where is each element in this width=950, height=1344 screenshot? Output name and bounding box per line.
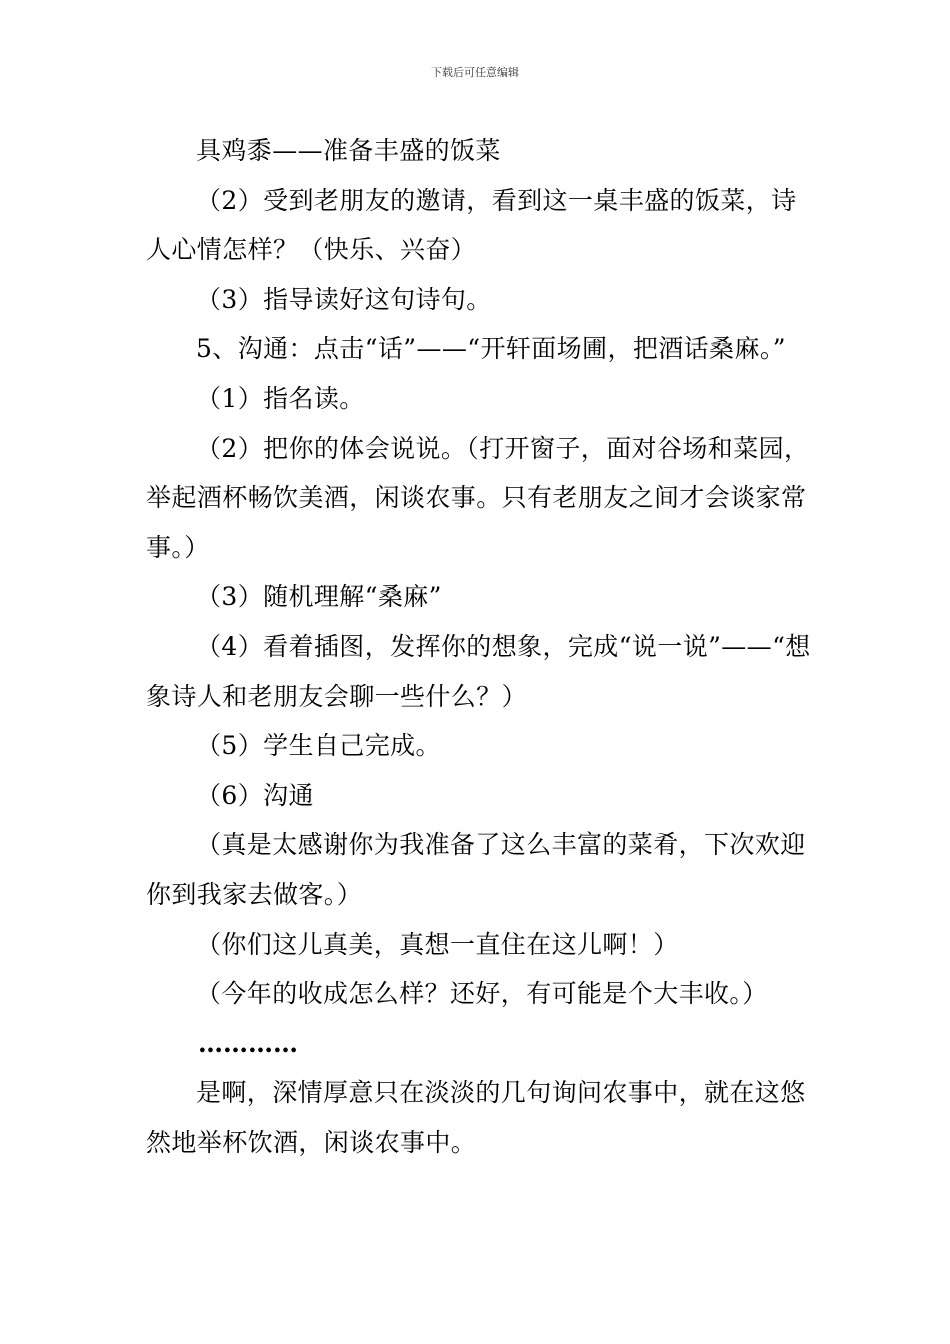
paragraph: （5）学生自己完成。 [196,731,441,761]
page-header: 下载后可任意编辑 [431,66,519,79]
paragraph: （4）看着插图，发挥你的想象，完成“说一说”——“想象诗人和老朋友会聊一些什么？） [146,631,811,711]
paragraph: （6）沟通 [196,780,314,810]
paragraph: 具鸡黍——准备丰盛的饭菜 [196,136,501,165]
ellipsis-line: ………… [198,1028,298,1058]
paragraph: （2）受到老朋友的邀请，看到这一桌丰盛的饭菜，诗人心情怎样？（快乐、兴奋） [146,185,797,265]
paragraph: （1）指名读。 [196,383,365,413]
paragraph: （2）把你的体会说说。（打开窗子，面对谷场和菜园，举起酒杯畅饮美酒，闲谈农事。只有老朋友之间才会谈家常事。） [146,433,810,562]
paragraph: （3）指导读好这句诗句。 [196,284,492,314]
document-body [146,126,814,1167]
paragraph: （3）随机理解“桑麻” [196,582,442,612]
paragraph: （真是太感谢你为我准备了这么丰富的菜肴，下次欢迎你到我家去做客。） [146,830,806,909]
paragraph: （你们这儿真美，真想一直住在这儿啊！） [196,929,679,959]
paragraph: （今年的收成怎么样？还好，有可能是个大丰收。） [196,979,768,1009]
closing-paragraph: 是啊，深情厚意只在淡淡的几句询问农事中，就在这悠然地举杯饮酒，闲谈农事中。 [146,1078,806,1157]
paragraph: 5、沟通：点击“话”——“开轩面场圃，把酒话桑麻。” [196,334,786,364]
